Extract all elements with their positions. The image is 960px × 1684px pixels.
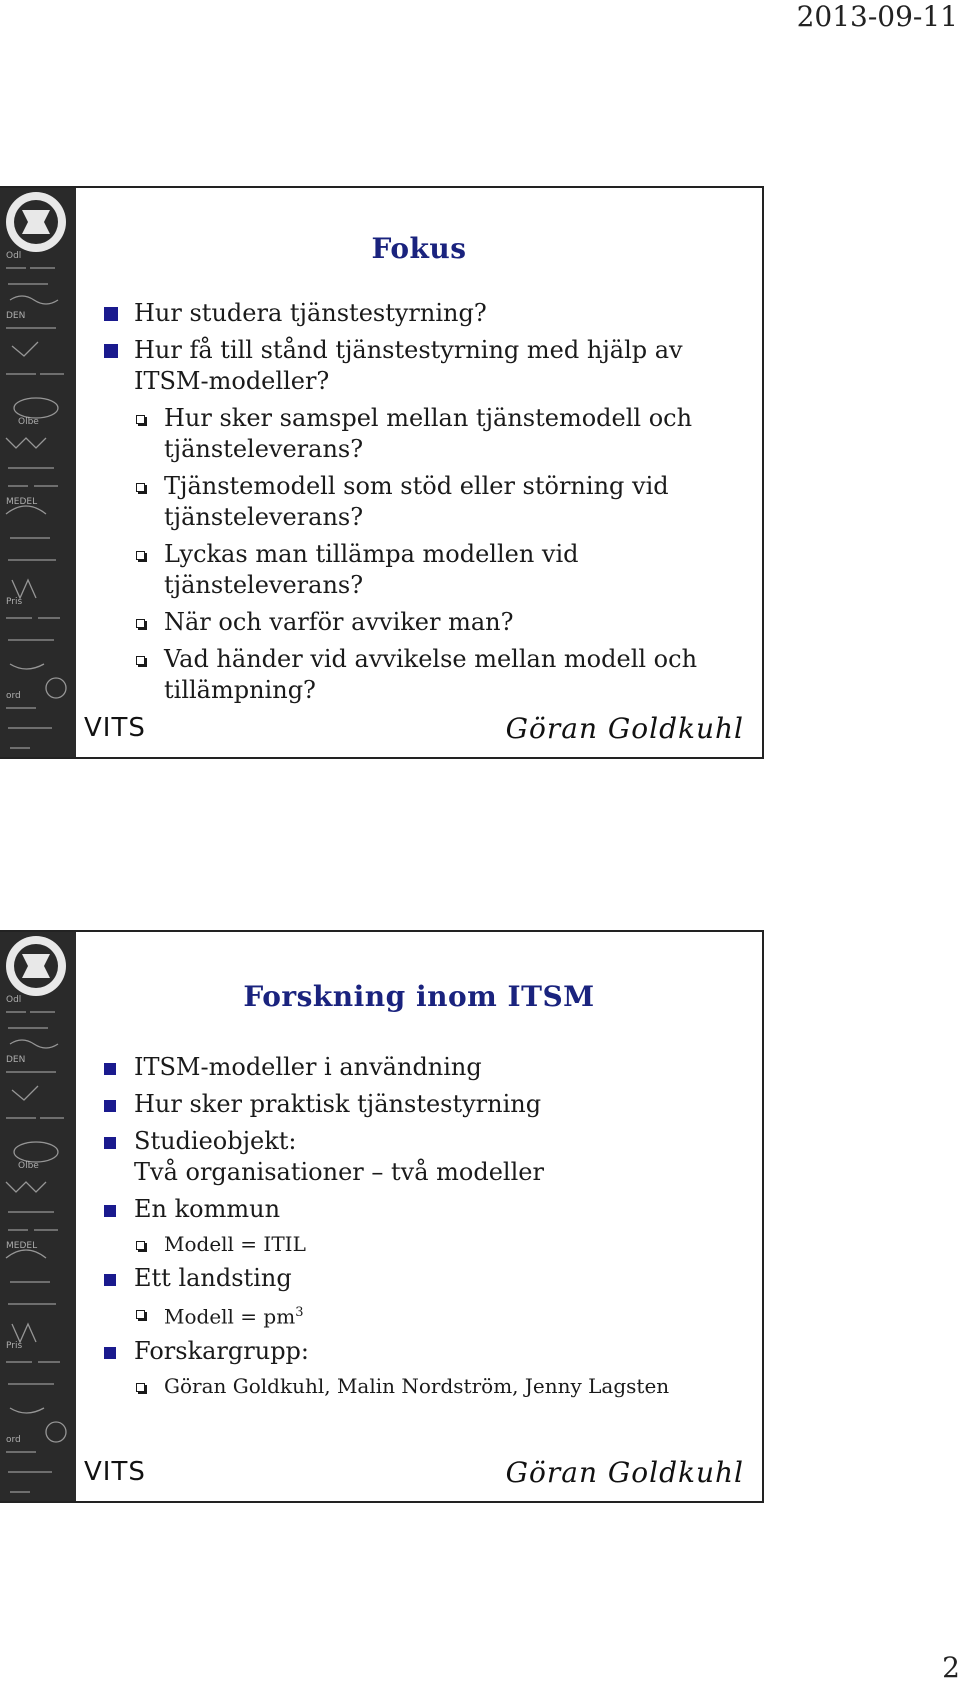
list-item: ITSM-modeller i användning	[104, 1052, 722, 1083]
list-item: Ett landsting	[104, 1263, 722, 1294]
vits-logo-text: VITS	[84, 713, 146, 743]
bullet-list	[104, 1052, 722, 1405]
list-item-text: Modell = pm	[164, 1304, 296, 1329]
svg-text:DEN: DEN	[6, 1055, 26, 1065]
svg-text:Pris: Pris	[6, 1341, 23, 1351]
list-item: Tjänstemodell som stöd eller störning vid tjänsteleverans?	[104, 471, 722, 533]
list-item	[104, 1300, 722, 1330]
svg-text:ord: ord	[6, 691, 21, 701]
page-number: 2	[942, 1651, 960, 1684]
svg-text:Pris: Pris	[6, 597, 23, 607]
vits-logo-text: VITS	[84, 1457, 146, 1487]
list-item: Hur få till stånd tjänstestyrning med hjälp av ITSM-modeller?	[104, 335, 722, 397]
list-item: Hur sker praktisk tjänstestyrning	[104, 1089, 722, 1120]
svg-text:ord: ord	[6, 1435, 21, 1445]
svg-text:Odl: Odl	[6, 995, 22, 1005]
list-item	[104, 1126, 722, 1188]
list-item: Göran Goldkuhl, Malin Nordström, Jenny Lagsten	[104, 1373, 722, 1399]
list-item: Forskargrupp:	[104, 1336, 722, 1367]
list-item-line: Studieobjekt:	[134, 1127, 297, 1155]
slide-title: Fokus	[371, 232, 467, 265]
svg-text:MEDEL: MEDEL	[6, 497, 38, 507]
svg-text:Olbe: Olbe	[18, 417, 39, 427]
chalkboard-sidebar-image	[0, 932, 76, 1501]
chalkboard-sidebar-image	[0, 188, 76, 757]
slide-forskning-inom-itsm	[0, 930, 764, 1503]
slide-title: Forskning inom ITSM	[243, 980, 595, 1013]
slide-fokus	[0, 186, 764, 759]
svg-text:Olbe: Olbe	[18, 1161, 39, 1171]
svg-text:MEDEL: MEDEL	[6, 1241, 38, 1251]
list-item: En kommun	[104, 1194, 722, 1225]
page-date: 2013-09-11	[796, 0, 958, 33]
author-signature: Göran Goldkuhl	[505, 712, 744, 745]
list-item: Vad händer vid avvikelse mellan modell och tillämpning?	[104, 644, 722, 706]
list-item: Hur studera tjänstestyrning?	[104, 298, 722, 329]
list-item-line: Två organisationer – två modeller	[134, 1158, 544, 1186]
list-item: Hur sker samspel mellan tjänstemodell och tjänsteleverans?	[104, 403, 722, 465]
svg-text:Odl: Odl	[6, 251, 22, 261]
svg-text:DEN: DEN	[6, 311, 26, 321]
list-item: När och varför avviker man?	[104, 607, 722, 638]
list-item: Lyckas man tillämpa modellen vid tjänsteleverans?	[104, 539, 722, 601]
superscript: 3	[295, 1305, 304, 1320]
bullet-list	[104, 298, 722, 712]
list-item: Modell = ITIL	[104, 1231, 722, 1257]
author-signature: Göran Goldkuhl	[505, 1456, 744, 1489]
